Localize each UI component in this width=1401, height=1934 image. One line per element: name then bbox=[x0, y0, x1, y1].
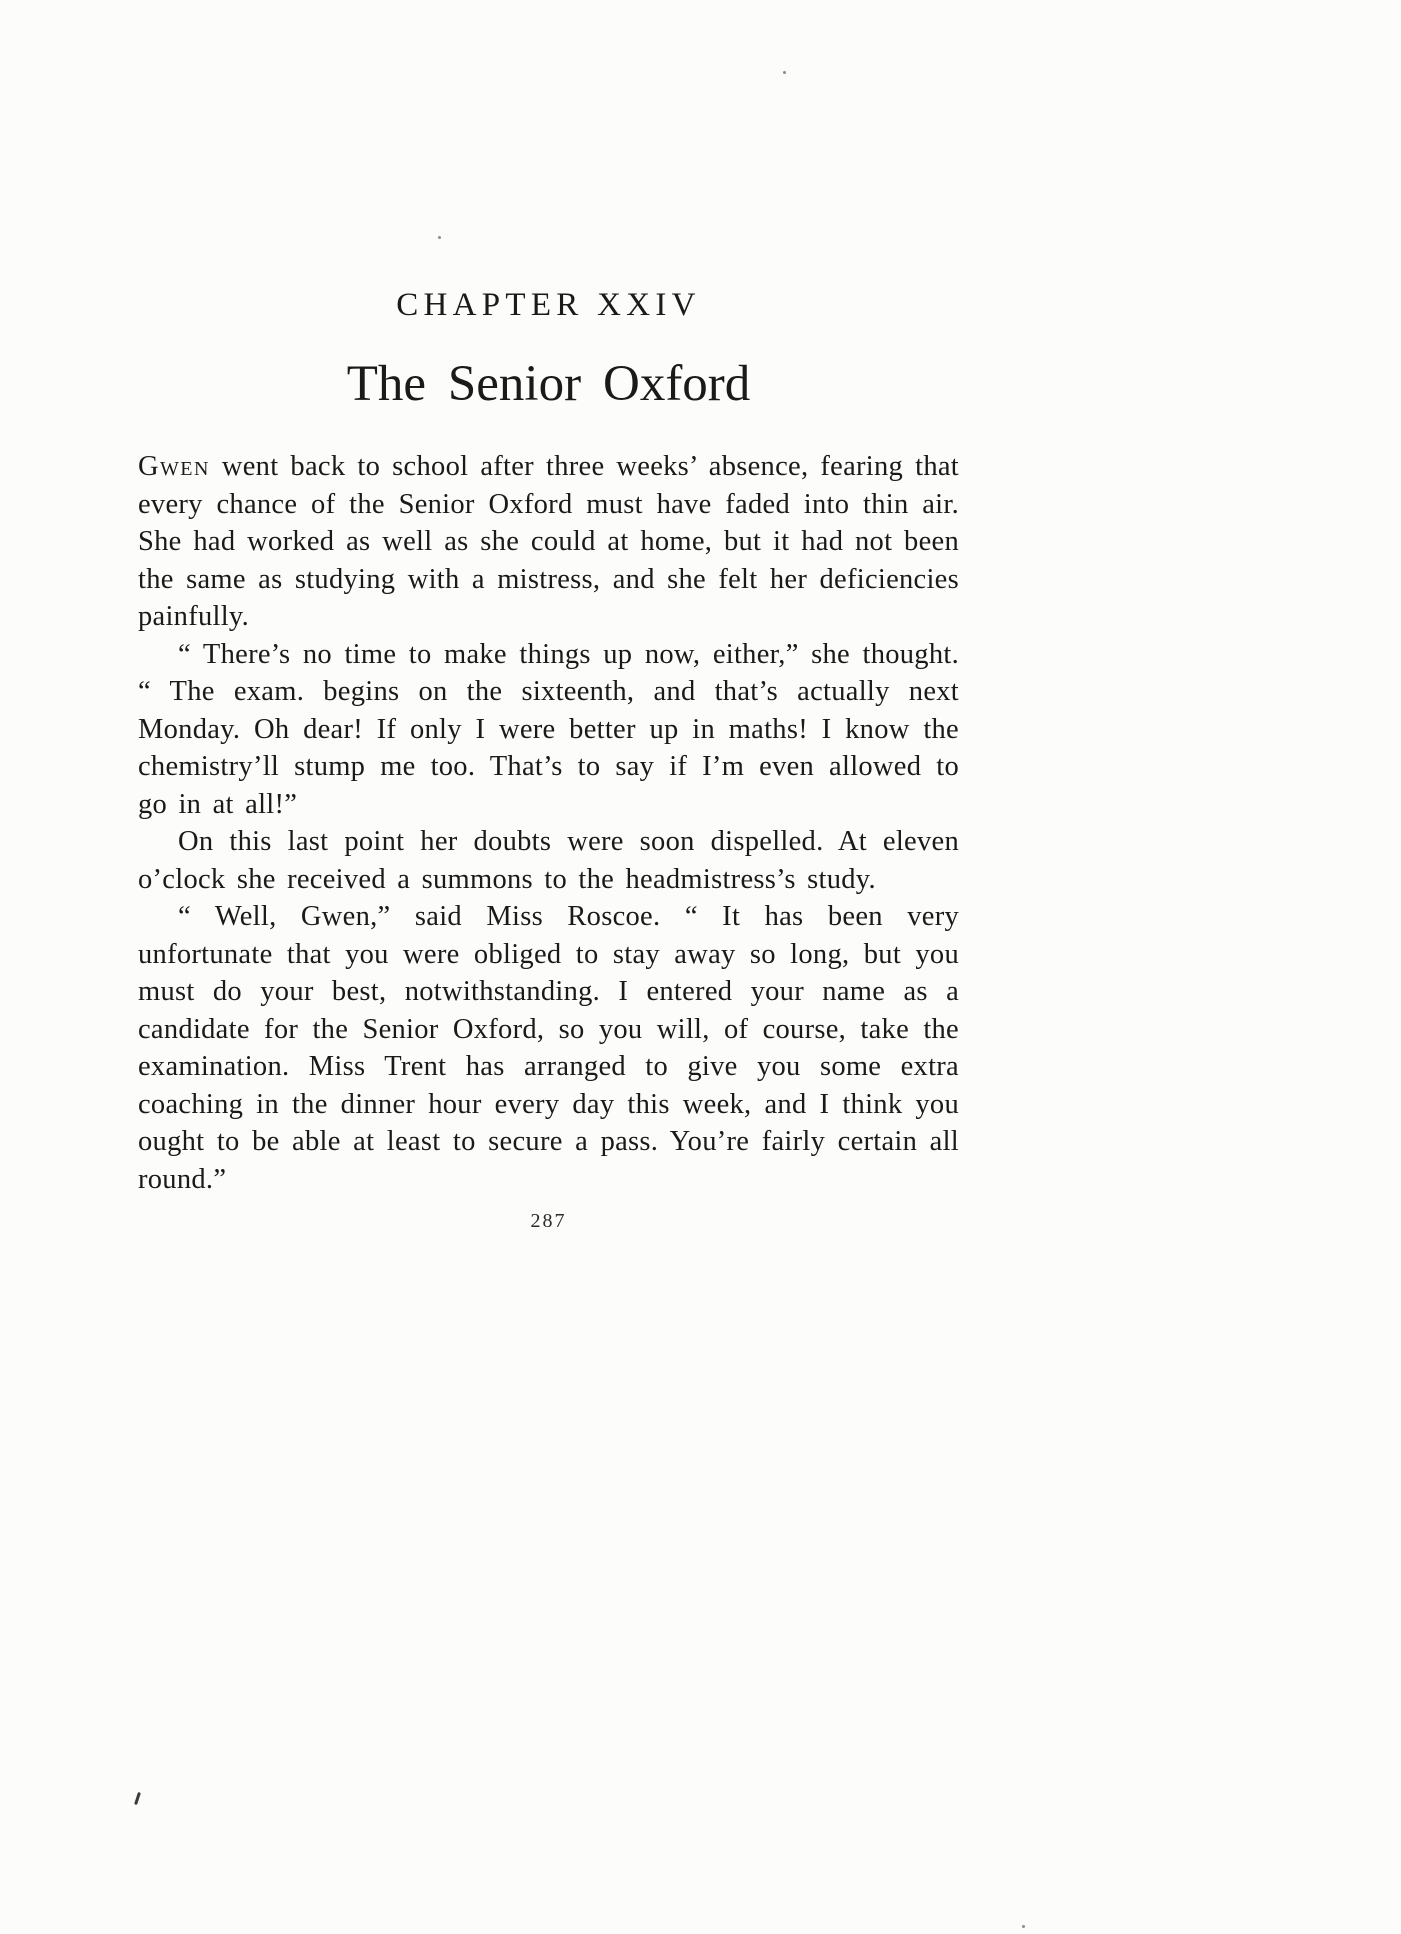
body-text bbox=[138, 448, 959, 1198]
paragraph-2: “ There’s no time to make things up now, either,” she thought. “ The exam. begins on the sixteenth, and that’s actually next Monday. Oh dear! If only I were better up in maths! I know the chemistry’ll stump me too. That’s to say if I’m even allowed to go in at all!” bbox=[138, 638, 959, 820]
pen-mark-artifact bbox=[134, 1792, 141, 1805]
scan-speck bbox=[438, 236, 441, 239]
scan-speck bbox=[783, 71, 786, 74]
lead-word: Gwen bbox=[138, 451, 210, 482]
paragraph-4: “ Well, Gwen,” said Miss Roscoe. “ It has been very unfortunate that you were obliged to stay away so long, but you must do your best, notwithstanding. I entered your name as a candidate for the Senior Oxford, so you will, of course, take the examination. Miss Trent has arranged to give you some extra coaching in the dinner hour every day this week, and I think you ought to be able at least to secure a pass. You’re fairly certain all round.” bbox=[138, 901, 959, 1195]
page-number: 287 bbox=[530, 1210, 567, 1232]
page-content bbox=[138, 287, 959, 1233]
chapter-heading: CHAPTER XXIV bbox=[396, 287, 701, 323]
chapter-title: The Senior Oxford bbox=[346, 356, 751, 412]
paragraph-3: On this last point her doubts were soon dispelled. At eleven o’clock she received a summons to the headmistress’s study. bbox=[138, 826, 959, 895]
paragraph-1 bbox=[138, 448, 959, 636]
paragraph-1-text: went back to school after three weeks’ absence, fearing that every chance of the Senior Oxford must have faded into thin air. She had worked as well as she could at home, but it had not been the same as studying with a mistress, and she felt her deficiencies painfully. bbox=[138, 451, 959, 632]
scan-speck bbox=[1022, 1925, 1025, 1928]
